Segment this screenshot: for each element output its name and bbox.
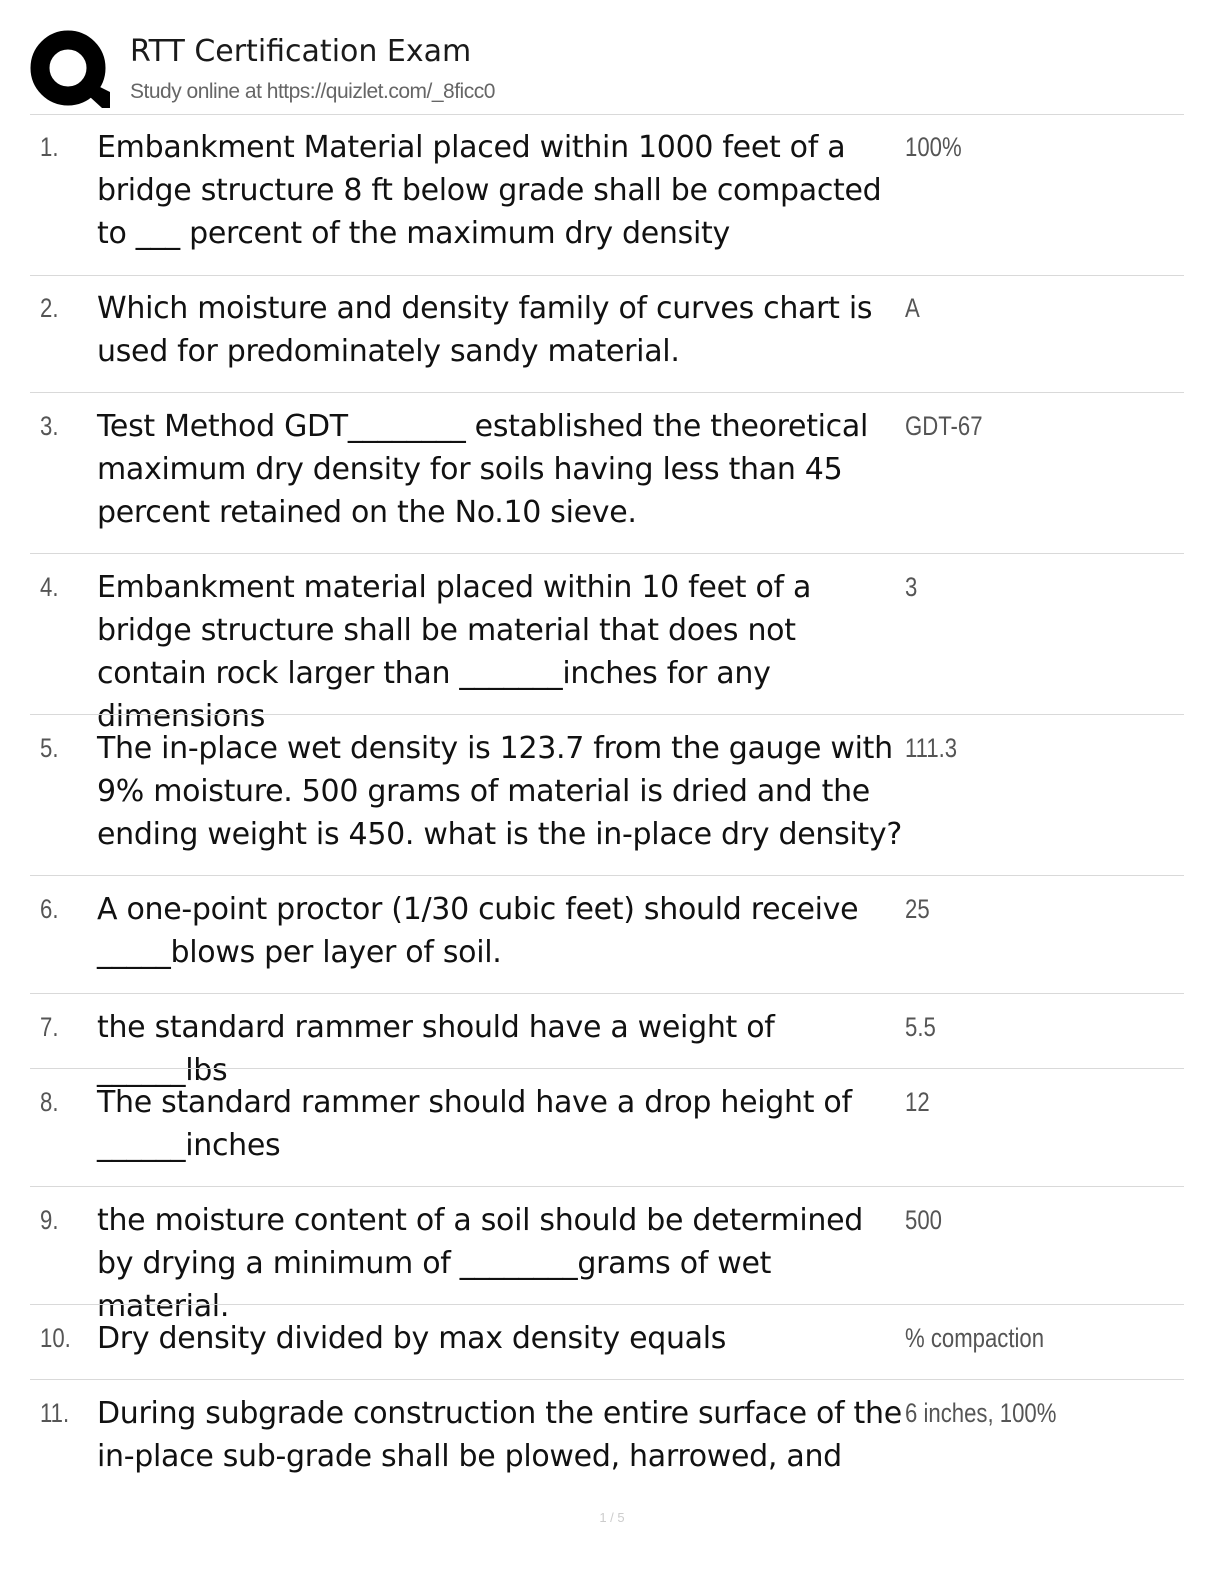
card-definition: 100% <box>905 132 962 162</box>
card-term: During subgrade construction the entire surface of the in-place sub-grade shall be plowed, harrowed, and <box>97 1396 902 1474</box>
divider <box>30 1186 1184 1187</box>
card-number: 4. <box>40 572 59 602</box>
card-definition: 6 inches, 100% <box>905 1398 1057 1428</box>
card-term: the moisture content of a soil should be determined by drying a minimum of ________grams of wet material. <box>97 1203 863 1324</box>
divider <box>30 1068 1184 1069</box>
card-number: 3. <box>40 411 59 441</box>
card-term: A one-point proctor (1/30 cubic feet) should receive _____blows per layer of soil. <box>97 892 859 970</box>
card-number: 1. <box>40 132 59 162</box>
card-definition: % compaction <box>905 1323 1045 1353</box>
card-number: 11. <box>40 1398 70 1428</box>
card-definition: GDT-67 <box>905 411 983 441</box>
card-number: 8. <box>40 1087 59 1117</box>
divider <box>30 1304 1184 1305</box>
divider <box>30 275 1184 276</box>
card-number: 9. <box>40 1205 59 1235</box>
card-definition: 5.5 <box>905 1012 936 1042</box>
card-term: The in-place wet density is 123.7 from the gauge with 9% moisture. 500 grams of material is dried and the ending weight is 450. what is the in-place dry density? <box>97 731 902 852</box>
quizlet-logo-icon <box>30 30 110 110</box>
card-number: 7. <box>40 1012 59 1042</box>
card-definition: 25 <box>905 894 930 924</box>
card-definition: 500 <box>905 1205 942 1235</box>
card-term: Dry density divided by max density equals <box>97 1321 727 1356</box>
card-term: Which moisture and density family of curves chart is used for predominately sandy material. <box>97 291 873 369</box>
card-number: 5. <box>40 733 59 763</box>
study-link[interactable]: Study online at https://quizlet.com/_8ficc0 <box>130 80 495 103</box>
card-number: 2. <box>40 293 59 323</box>
card-definition: 111.3 <box>905 733 958 763</box>
card-number: 10. <box>40 1323 71 1353</box>
card-definition: 3 <box>905 572 918 602</box>
card-term: Embankment Material placed within 1000 feet of a bridge structure 8 ft below grade shall be compacted to ___ percent of the maximum dry density <box>97 130 882 251</box>
divider <box>30 1379 1184 1380</box>
card-term: Test Method GDT________ established the theoretical maximum dry density for soils having less than 45 percent retained on the No.10 sieve. <box>97 409 868 530</box>
card-definition: A <box>905 293 920 323</box>
card-term: Embankment material placed within 10 feet of a bridge structure shall be material that does not contain rock larger than _______inches for any dimensions <box>97 570 812 734</box>
divider <box>30 714 1184 715</box>
divider <box>30 114 1184 115</box>
divider <box>30 553 1184 554</box>
card-number: 6. <box>40 894 59 924</box>
divider <box>30 392 1184 393</box>
divider <box>30 875 1184 876</box>
page-title: RTT Certification Exam <box>130 34 472 69</box>
divider <box>30 993 1184 994</box>
header <box>30 30 1184 114</box>
card-term: the standard rammer should have a weight of ______lbs <box>97 1010 775 1088</box>
card-term: The standard rammer should have a drop height of ______inches <box>97 1085 852 1163</box>
page-number: 1 / 5 <box>599 1510 625 1525</box>
card-definition: 12 <box>905 1087 930 1117</box>
